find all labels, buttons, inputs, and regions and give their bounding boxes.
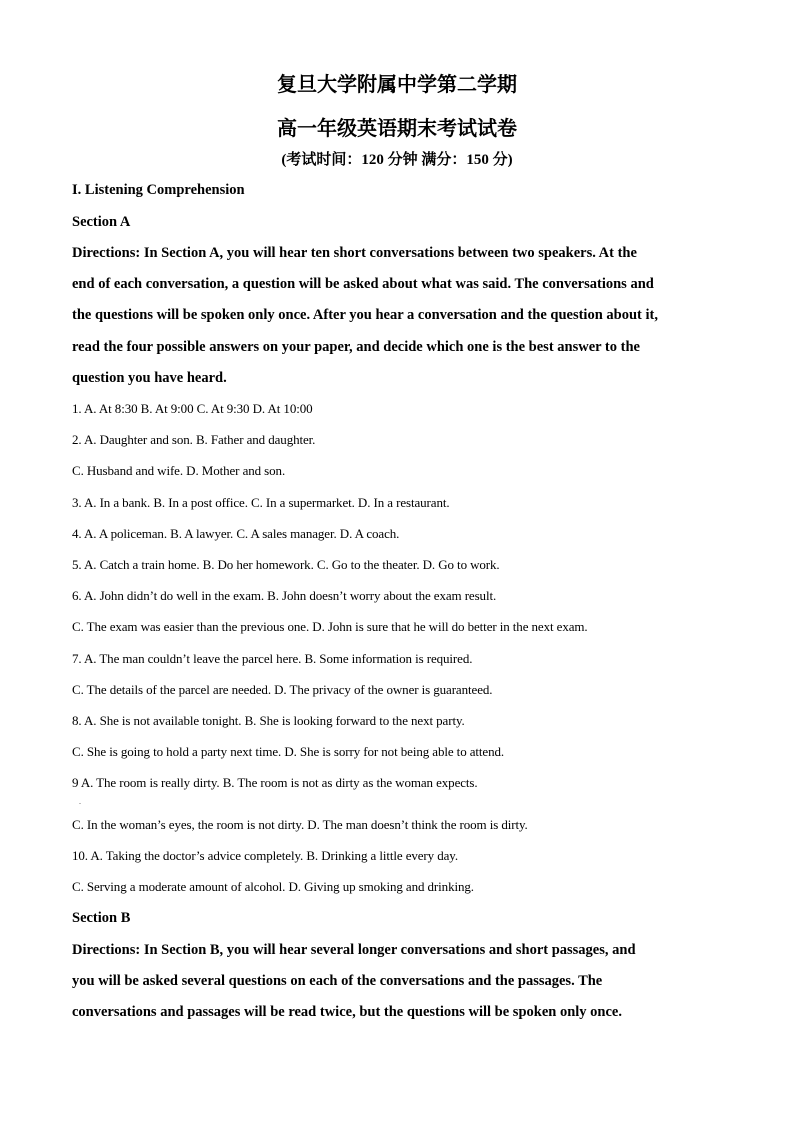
section-a-directions-line: the questions will be spoken only once. After you hear a conversation and the question about it, [72, 307, 658, 323]
question-10-options: C. Serving a moderate amount of alcohol. D. Giving up smoking and drinking. [72, 879, 474, 894]
question-1: 1. A. At 8:30 B. At 9:00 C. At 9:30 D. At 10:00 [72, 401, 313, 416]
question-3: 3. A. In a bank. B. In a post office. C. In a supermarket. D. In a restaurant. [72, 495, 450, 510]
section-b-directions-line: conversations and passages will be read twice, but the questions will be spoken only once. [72, 1004, 622, 1020]
question-6: 6. A. John didn’t do well in the exam. B. John doesn’t worry about the exam result. [72, 588, 497, 603]
question-9-options: C. In the woman’s eyes, the room is not dirty. D. The man doesn’t think the room is dirty. [72, 817, 528, 832]
question-9: 9 A. The room is really dirty. B. The room is not as dirty as the woman expects. [72, 775, 478, 790]
section-a-directions-line: question you have heard. [72, 370, 227, 386]
exam-title: 高一年级英语期末考试试卷 [277, 118, 517, 140]
stray-dot-mark: . [79, 797, 81, 806]
question-10: 10. A. Taking the doctor’s advice completely. B. Drinking a little every day. [72, 848, 458, 863]
question-7-options: C. The details of the parcel are needed. D. The privacy of the owner is guaranteed. [72, 682, 493, 697]
section-a-directions-line: read the four possible answers on your paper, and decide which one is the best answer to the [72, 339, 640, 355]
section-b-heading: Section B [72, 910, 131, 926]
question-2-options: C. Husband and wife. D. Mother and son. [72, 463, 286, 478]
section-a-heading: Section A [72, 214, 131, 230]
section-a-directions-line: end of each conversation, a question will be asked about what was said. The conversations and [72, 276, 654, 292]
school-title: 复旦大学附属中学第二学期 [277, 74, 517, 96]
question-4: 4. A. A policeman. B. A lawyer. C. A sales manager. D. A coach. [72, 526, 400, 541]
section-a-directions-line: Directions: In Section A, you will hear ten short conversations between two speakers. At the [72, 245, 637, 261]
question-7: 7. A. The man couldn’t leave the parcel here. B. Some information is required. [72, 651, 473, 666]
question-5: 5. A. Catch a train home. B. Do her homework. C. Go to the theater. D. Go to work. [72, 557, 500, 572]
part-heading: I. Listening Comprehension [72, 182, 245, 198]
question-8-options: C. She is going to hold a party next time. D. She is sorry for not being able to attend. [72, 744, 505, 759]
question-6-options: C. The exam was easier than the previous one. D. John is sure that he will do better in the next exam. [72, 619, 588, 634]
question-8: 8. A. She is not available tonight. B. She is looking forward to the next party. [72, 713, 465, 728]
section-b-directions-line: you will be asked several questions on each of the conversations and the passages. The [72, 973, 603, 989]
question-2: 2. A. Daughter and son. B. Father and daughter. [72, 432, 316, 447]
section-b-directions-line: Directions: In Section B, you will hear several longer conversations and short passages, and [72, 942, 636, 958]
exam-info: (考试时间：120 分钟 满分：150 分) [281, 152, 513, 168]
